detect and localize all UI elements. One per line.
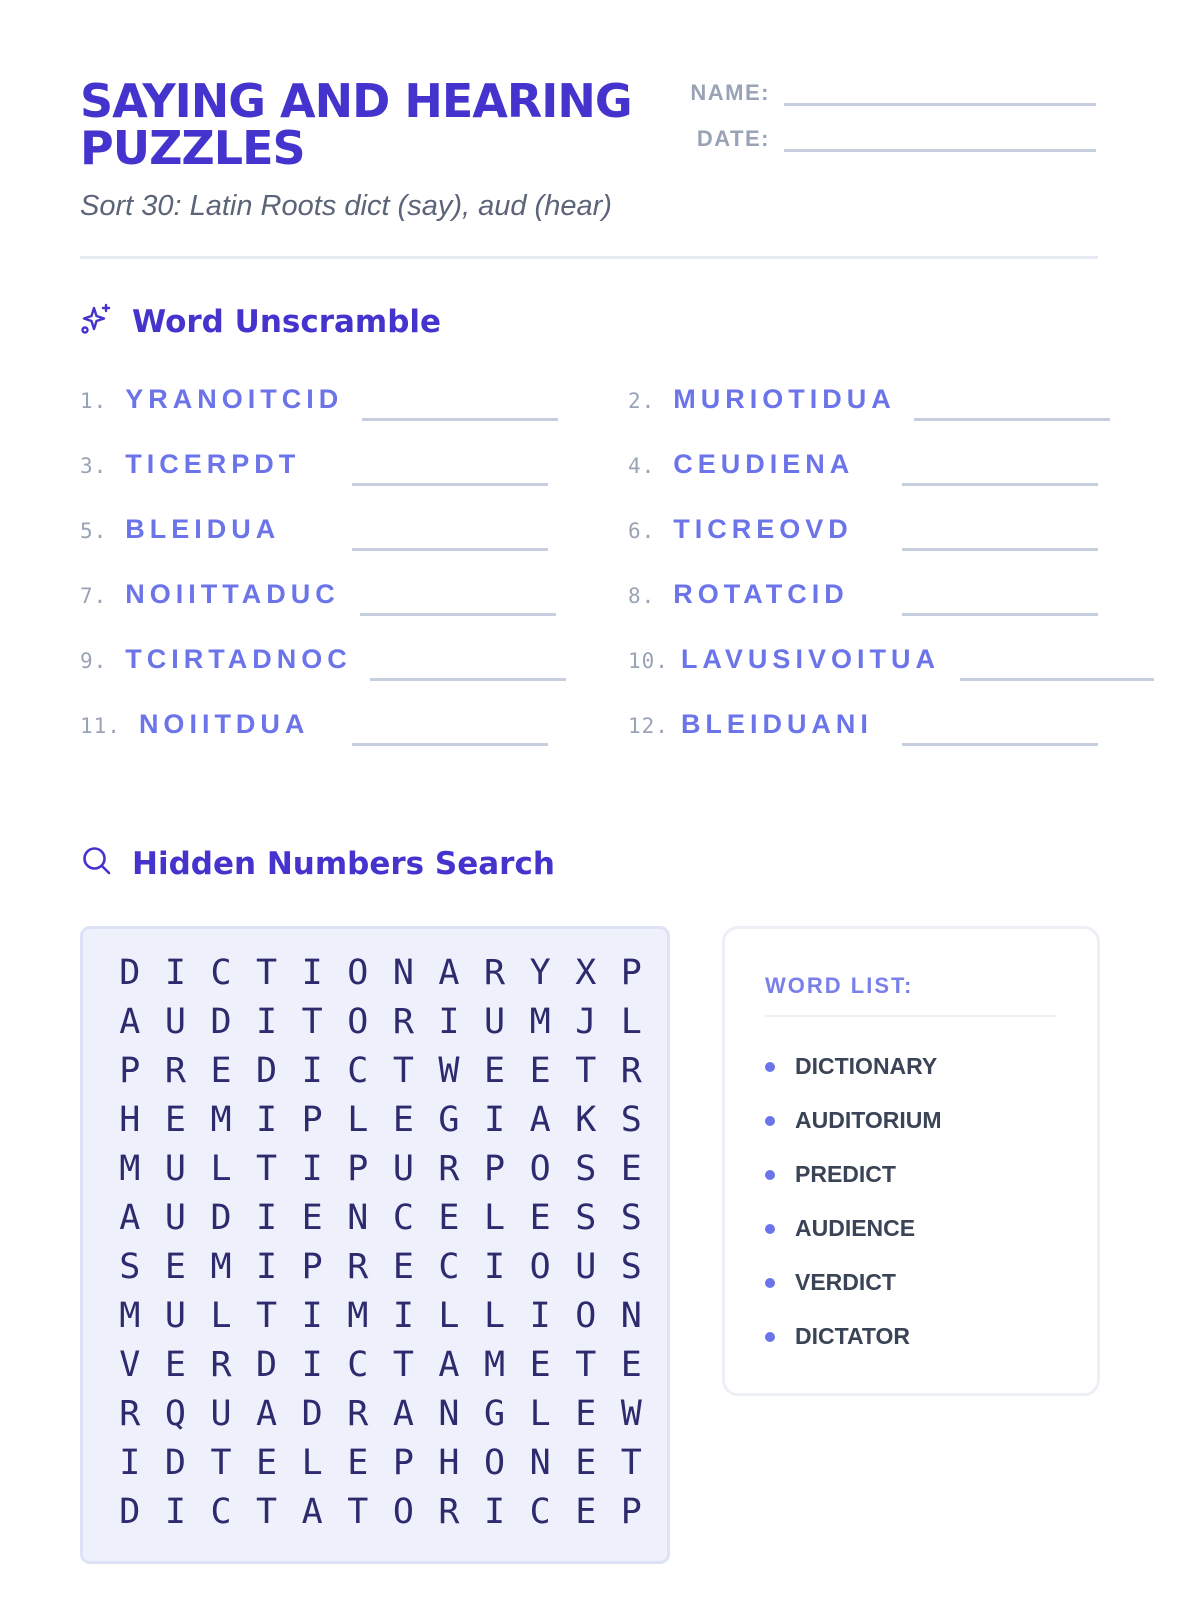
grid-letter[interactable]: I	[256, 1198, 278, 1238]
grid-letter[interactable]: N	[620, 1296, 642, 1336]
grid-letter[interactable]: I	[301, 953, 323, 993]
word-list-item	[765, 1269, 896, 1296]
unscramble-item	[628, 449, 854, 489]
grid-letter[interactable]: A	[119, 1002, 141, 1042]
grid-letter[interactable]: I	[164, 1492, 186, 1532]
scrambled-word: NOIITDUA	[138, 709, 310, 739]
grid-row	[107, 1002, 654, 1042]
grid-row	[107, 1394, 654, 1434]
grid-letter[interactable]: Y	[529, 953, 551, 993]
grid-letter[interactable]: I	[119, 1443, 141, 1483]
grid-letter[interactable]: I	[301, 1296, 323, 1336]
grid-letter[interactable]: T	[347, 1492, 369, 1532]
grid-letter[interactable]: P	[347, 1149, 369, 1189]
grid-row	[107, 953, 654, 993]
grid-letter[interactable]: R	[438, 1149, 460, 1189]
grid-letter[interactable]: A	[438, 953, 460, 993]
grid-letter[interactable]: E	[575, 1394, 597, 1434]
grid-letter[interactable]: L	[484, 1296, 506, 1336]
grid-letter[interactable]: I	[484, 1247, 506, 1287]
unscramble-item	[628, 384, 896, 424]
answer-line[interactable]	[370, 678, 566, 681]
page-subtitle: Sort 30: Latin Roots dict (say), aud (hear)	[80, 190, 612, 222]
grid-row	[107, 1198, 654, 1238]
grid-letter[interactable]: R	[347, 1394, 369, 1434]
grid-letter[interactable]: E	[620, 1149, 642, 1189]
grid-letter[interactable]: O	[575, 1296, 597, 1336]
grid-letter[interactable]: D	[119, 1492, 141, 1532]
grid-letter[interactable]: D	[210, 1198, 232, 1238]
grid-letter[interactable]: U	[164, 1002, 186, 1042]
grid-letter[interactable]: S	[620, 1198, 642, 1238]
grid-letter[interactable]: P	[620, 953, 642, 993]
answer-line[interactable]	[352, 548, 548, 551]
unscramble-item	[80, 644, 352, 684]
scrambled-word: BLEIDUA	[125, 514, 281, 544]
bullet-icon	[765, 1278, 775, 1288]
word-list-word: DICTATOR	[795, 1323, 910, 1349]
grid-letter[interactable]: U	[164, 1149, 186, 1189]
bullet-icon	[765, 1116, 775, 1126]
grid-letter[interactable]: T	[256, 1296, 278, 1336]
grid-letter[interactable]: T	[392, 1051, 414, 1091]
scrambled-word: ROTATCID	[673, 579, 849, 609]
grid-letter[interactable]: E	[575, 1443, 597, 1483]
grid-letter[interactable]: I	[484, 1100, 506, 1140]
scrambled-word: TICERPDT	[125, 449, 301, 479]
unscramble-title: Word Unscramble	[132, 303, 442, 340]
item-number: 1.	[80, 389, 108, 413]
grid-letter[interactable]: O	[484, 1443, 506, 1483]
grid-letter[interactable]: M	[119, 1149, 141, 1189]
grid-letter[interactable]: L	[620, 1002, 642, 1042]
grid-letter[interactable]: C	[347, 1345, 369, 1385]
scrambled-word: NOIITTADUC	[125, 579, 340, 609]
grid-letter[interactable]: T	[301, 1002, 323, 1042]
grid-letter[interactable]: L	[210, 1296, 232, 1336]
word-list-word: DICTIONARY	[795, 1053, 938, 1079]
grid-letter[interactable]: G	[484, 1394, 506, 1434]
grid-letter[interactable]: I	[256, 1002, 278, 1042]
grid-row	[107, 1345, 654, 1385]
word-list-item	[765, 1215, 915, 1242]
unscramble-heading	[80, 302, 441, 341]
grid-letter[interactable]: L	[529, 1394, 551, 1434]
grid-letter[interactable]: S	[620, 1247, 642, 1287]
grid-letter[interactable]: U	[164, 1198, 186, 1238]
word-list-item	[765, 1323, 910, 1350]
grid-letter[interactable]: I	[484, 1492, 506, 1532]
search-title: Hidden Numbers Search	[132, 845, 555, 882]
grid-letter[interactable]: P	[301, 1247, 323, 1287]
name-field-row	[670, 80, 1096, 106]
grid-letter[interactable]: C	[210, 1492, 232, 1532]
word-list-item	[765, 1161, 896, 1188]
grid-letter[interactable]: T	[256, 953, 278, 993]
word-list-word: AUDIENCE	[795, 1215, 916, 1241]
name-label: NAME:	[690, 80, 770, 105]
grid-letter[interactable]: H	[119, 1100, 141, 1140]
item-number: 7.	[80, 584, 108, 608]
grid-letter[interactable]: D	[210, 1002, 232, 1042]
grid-letter[interactable]: E	[210, 1051, 232, 1091]
grid-letter[interactable]: I	[256, 1247, 278, 1287]
grid-letter[interactable]: H	[438, 1443, 460, 1483]
grid-letter[interactable]: R	[164, 1051, 186, 1091]
grid-letter[interactable]: L	[438, 1296, 460, 1336]
grid-letter[interactable]: I	[164, 953, 186, 993]
grid-letter[interactable]: I	[256, 1100, 278, 1140]
unscramble-item	[628, 644, 940, 684]
item-number: 11.	[80, 714, 121, 738]
unscramble-item	[80, 449, 300, 489]
answer-line[interactable]	[352, 743, 548, 746]
grid-letter[interactable]: E	[484, 1051, 506, 1091]
grid-letter[interactable]: L	[347, 1100, 369, 1140]
bullet-icon	[765, 1062, 775, 1072]
date-field-row	[670, 126, 1096, 152]
grid-letter[interactable]: S	[575, 1149, 597, 1189]
grid-letter[interactable]: U	[164, 1296, 186, 1336]
grid-letter[interactable]: T	[210, 1443, 232, 1483]
grid-letter[interactable]: R	[119, 1394, 141, 1434]
grid-letter[interactable]: C	[438, 1247, 460, 1287]
scrambled-word: TICREOVD	[673, 514, 853, 544]
search-heading	[80, 844, 555, 883]
grid-letter[interactable]: A	[256, 1394, 278, 1434]
bullet-icon	[765, 1224, 775, 1234]
unscramble-item	[628, 579, 849, 619]
grid-letter[interactable]: I	[301, 1149, 323, 1189]
word-list-item	[765, 1107, 942, 1134]
grid-letter[interactable]: E	[529, 1345, 551, 1385]
grid-letter[interactable]: L	[210, 1149, 232, 1189]
grid-letter[interactable]: M	[210, 1247, 232, 1287]
grid-letter[interactable]: S	[575, 1198, 597, 1238]
word-list-divider	[765, 1015, 1057, 1017]
item-number: 4.	[628, 454, 656, 478]
scrambled-word: TCIRTADNOC	[125, 644, 352, 674]
item-number: 2.	[628, 389, 656, 413]
search-icon	[80, 844, 114, 883]
grid-letter[interactable]: R	[438, 1492, 460, 1532]
grid-letter[interactable]: T	[620, 1443, 642, 1483]
grid-letter[interactable]: E	[392, 1247, 414, 1287]
answer-line[interactable]	[902, 483, 1098, 486]
scrambled-word: LAVUSIVOITUA	[680, 644, 940, 674]
grid-letter[interactable]: P	[620, 1492, 642, 1532]
grid-letter[interactable]: S	[119, 1247, 141, 1287]
grid-row	[107, 1492, 654, 1532]
answer-line[interactable]	[914, 418, 1110, 421]
unscramble-item	[628, 514, 853, 554]
grid-letter[interactable]: E	[392, 1100, 414, 1140]
grid-letter[interactable]: I	[301, 1345, 323, 1385]
unscramble-item	[80, 579, 340, 619]
grid-letter[interactable]: W	[620, 1394, 642, 1434]
grid-letter[interactable]: E	[620, 1345, 642, 1385]
scrambled-word: MURIOTIDUA	[673, 384, 896, 414]
grid-letter[interactable]: E	[256, 1443, 278, 1483]
unscramble-item	[80, 709, 309, 749]
grid-letter[interactable]: P	[301, 1100, 323, 1140]
grid-letter[interactable]: R	[347, 1247, 369, 1287]
unscramble-item	[80, 384, 343, 424]
grid-letter[interactable]: T	[256, 1492, 278, 1532]
grid-letter[interactable]: D	[256, 1345, 278, 1385]
grid-row	[107, 1296, 654, 1336]
grid-row	[107, 1051, 654, 1091]
grid-letter[interactable]: W	[438, 1051, 460, 1091]
grid-letter[interactable]: M	[119, 1296, 141, 1336]
grid-letter[interactable]: D	[164, 1443, 186, 1483]
grid-letter[interactable]: M	[529, 1002, 551, 1042]
grid-letter[interactable]: C	[210, 953, 232, 993]
grid-letter[interactable]: T	[575, 1051, 597, 1091]
grid-letter[interactable]: A	[119, 1198, 141, 1238]
grid-letter[interactable]: O	[392, 1492, 414, 1532]
answer-line[interactable]	[902, 613, 1098, 616]
grid-letter[interactable]: S	[620, 1100, 642, 1140]
item-number: 12.	[628, 714, 669, 738]
grid-letter[interactable]: P	[484, 1149, 506, 1189]
grid-letter[interactable]: N	[529, 1443, 551, 1483]
grid-letter[interactable]: L	[301, 1443, 323, 1483]
grid-letter[interactable]: E	[529, 1198, 551, 1238]
grid-letter[interactable]: P	[119, 1051, 141, 1091]
grid-letter[interactable]: U	[210, 1394, 232, 1434]
item-number: 5.	[80, 519, 108, 543]
grid-letter[interactable]: R	[210, 1345, 232, 1385]
grid-letter[interactable]: E	[575, 1492, 597, 1532]
unscramble-item	[80, 514, 280, 554]
grid-letter[interactable]: G	[438, 1100, 460, 1140]
grid-letter[interactable]: O	[347, 953, 369, 993]
word-list-word: AUDITORIUM	[795, 1107, 942, 1133]
grid-letter[interactable]: D	[119, 953, 141, 993]
date-line[interactable]	[784, 147, 1096, 152]
word-list-card	[722, 926, 1100, 1396]
scrambled-word: YRANOITCID	[125, 384, 344, 414]
item-number: 8.	[628, 584, 656, 608]
grid-letter[interactable]: I	[529, 1296, 551, 1336]
grid-letter[interactable]: I	[392, 1296, 414, 1336]
bullet-icon	[765, 1332, 775, 1342]
grid-letter[interactable]: D	[256, 1051, 278, 1091]
grid-letter[interactable]: E	[164, 1100, 186, 1140]
answer-line[interactable]	[362, 418, 558, 421]
word-search-grid	[80, 926, 670, 1564]
word-list-word: VERDICT	[795, 1269, 896, 1295]
word-list-title: WORD LIST:	[765, 973, 914, 998]
item-number: 9.	[80, 649, 108, 673]
grid-letter[interactable]: A	[301, 1492, 323, 1532]
grid-letter[interactable]: C	[529, 1492, 551, 1532]
answer-line[interactable]	[902, 548, 1098, 551]
grid-letter[interactable]: C	[392, 1198, 414, 1238]
grid-letter[interactable]: N	[347, 1198, 369, 1238]
grid-letter[interactable]: M	[484, 1345, 506, 1385]
item-number: 3.	[80, 454, 108, 478]
grid-letter[interactable]: P	[392, 1443, 414, 1483]
grid-letter[interactable]: A	[438, 1345, 460, 1385]
grid-letter[interactable]: U	[392, 1149, 414, 1189]
grid-letter[interactable]: N	[392, 953, 414, 993]
grid-letter[interactable]: E	[164, 1247, 186, 1287]
grid-letter[interactable]: N	[438, 1394, 460, 1434]
grid-row	[107, 1100, 654, 1140]
scrambled-word: BLEIDUANI	[680, 709, 873, 739]
answer-line[interactable]	[902, 743, 1098, 746]
grid-letter[interactable]: R	[484, 953, 506, 993]
grid-letter[interactable]: J	[575, 1002, 597, 1042]
grid-letter[interactable]: X	[575, 953, 597, 993]
grid-letter[interactable]: C	[347, 1051, 369, 1091]
answer-line[interactable]	[960, 678, 1154, 681]
grid-letter[interactable]: A	[529, 1100, 551, 1140]
word-list-word: PREDICT	[795, 1161, 896, 1187]
bullet-icon	[765, 1170, 775, 1180]
answer-line[interactable]	[360, 613, 556, 616]
grid-letter[interactable]: A	[392, 1394, 414, 1434]
name-line[interactable]	[784, 101, 1096, 106]
grid-letter[interactable]: E	[438, 1198, 460, 1238]
header-divider	[80, 256, 1098, 259]
grid-letter[interactable]: R	[392, 1002, 414, 1042]
grid-letter[interactable]: E	[347, 1443, 369, 1483]
grid-row	[107, 1443, 654, 1483]
grid-row	[107, 1149, 654, 1189]
grid-letter[interactable]: D	[301, 1394, 323, 1434]
word-list-item	[765, 1053, 937, 1080]
answer-line[interactable]	[352, 483, 548, 486]
grid-letter[interactable]: L	[484, 1198, 506, 1238]
grid-letter[interactable]: O	[529, 1247, 551, 1287]
grid-letter[interactable]: I	[438, 1002, 460, 1042]
sparkles-icon	[80, 302, 114, 341]
page-title: SAYING AND HEARING PUZZLES	[80, 74, 632, 175]
grid-letter[interactable]: V	[119, 1345, 141, 1385]
grid-letter[interactable]: M	[347, 1296, 369, 1336]
grid-letter[interactable]: I	[301, 1051, 323, 1091]
grid-letter[interactable]: E	[529, 1051, 551, 1091]
grid-letter[interactable]: O	[529, 1149, 551, 1189]
date-label: DATE:	[696, 126, 770, 151]
grid-letter[interactable]: U	[575, 1247, 597, 1287]
grid-letter[interactable]: Q	[164, 1394, 186, 1434]
unscramble-item	[628, 709, 873, 749]
grid-letter[interactable]: U	[484, 1002, 506, 1042]
grid-letter[interactable]: T	[256, 1149, 278, 1189]
grid-letter[interactable]: E	[301, 1198, 323, 1238]
grid-letter[interactable]: K	[575, 1100, 597, 1140]
grid-letter[interactable]: R	[620, 1051, 642, 1091]
item-number: 10.	[628, 649, 669, 673]
grid-letter[interactable]: M	[210, 1100, 232, 1140]
grid-letter[interactable]: T	[575, 1345, 597, 1385]
grid-letter[interactable]: E	[164, 1345, 186, 1385]
scrambled-word: CEUDIENA	[673, 449, 855, 479]
item-number: 6.	[628, 519, 656, 543]
grid-row	[107, 1247, 654, 1287]
grid-letter[interactable]: O	[347, 1002, 369, 1042]
grid-letter[interactable]: T	[392, 1345, 414, 1385]
